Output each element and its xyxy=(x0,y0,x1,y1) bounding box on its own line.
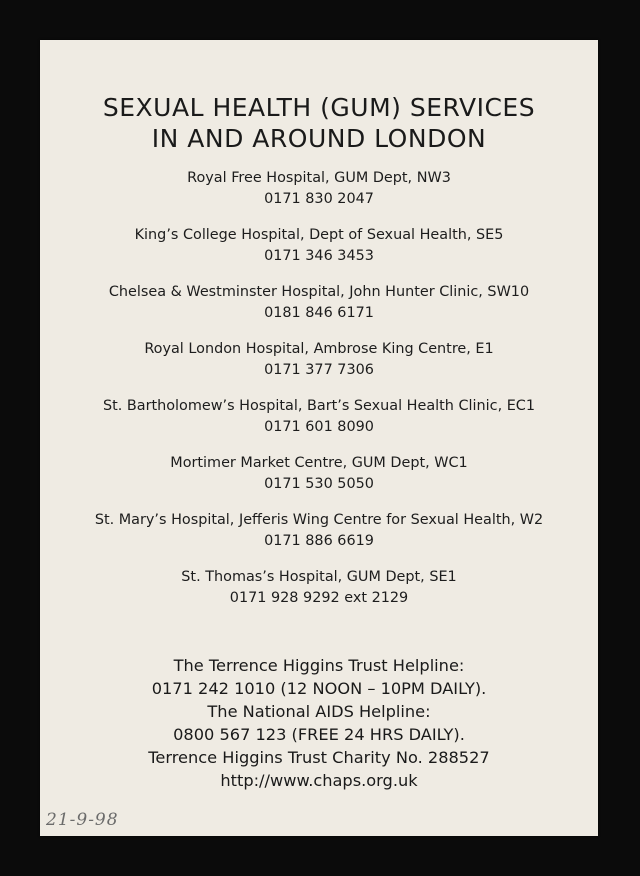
helpline-heading-tht: The Terrence Higgins Trust Helpline: xyxy=(173,656,465,675)
page-title xyxy=(40,92,598,154)
leaflet-card xyxy=(40,40,598,836)
service-phone: 0181 846 6171 xyxy=(264,305,374,321)
service-name: King’s College Hospital, Dept of Sexual Health, SE5 xyxy=(134,227,504,243)
service-name: St. Thomas’s Hospital, GUM Dept, SE1 xyxy=(181,569,457,585)
service-entry xyxy=(40,282,598,339)
helpline-number-tht: 0171 242 1010 (12 NOON – 10PM DAILY). xyxy=(151,679,487,698)
service-phone: 0171 830 2047 xyxy=(264,191,374,207)
service-entry xyxy=(40,510,598,567)
service-entry xyxy=(40,168,598,225)
service-entry xyxy=(40,225,598,282)
service-phone: 0171 377 7306 xyxy=(264,362,374,378)
handwritten-date: 21-9-98 xyxy=(46,810,119,830)
service-name: Royal Free Hospital, GUM Dept, NW3 xyxy=(187,170,451,186)
helplines-block xyxy=(40,654,598,792)
service-phone: 0171 886 6619 xyxy=(264,533,374,549)
service-entry xyxy=(40,396,598,453)
service-name: St. Bartholomew’s Hospital, Bart’s Sexual Health Clinic, EC1 xyxy=(102,398,536,414)
service-entry xyxy=(40,453,598,510)
website-url: http://www.chaps.org.uk xyxy=(220,771,418,790)
service-entry xyxy=(40,567,598,624)
title-line-2: IN AND AROUND LONDON xyxy=(151,124,487,153)
service-name: St. Mary’s Hospital, Jefferis Wing Centre for Sexual Health, W2 xyxy=(94,512,544,528)
service-phone: 0171 928 9292 ext 2129 xyxy=(229,590,409,606)
service-phone: 0171 601 8090 xyxy=(264,419,374,435)
service-name: Mortimer Market Centre, GUM Dept, WC1 xyxy=(170,455,468,471)
charity-number: Terrence Higgins Trust Charity No. 288527 xyxy=(148,748,490,767)
service-entry xyxy=(40,339,598,396)
helpline-number-aids: 0800 567 123 (FREE 24 HRS DAILY). xyxy=(173,725,465,744)
service-phone: 0171 346 3453 xyxy=(264,248,374,264)
services-list xyxy=(40,168,598,624)
service-phone: 0171 530 5050 xyxy=(264,476,374,492)
helpline-heading-aids: The National AIDS Helpline: xyxy=(207,702,431,721)
service-name: Royal London Hospital, Ambrose King Centre, E1 xyxy=(144,341,494,357)
title-line-1: SEXUAL HEALTH (GUM) SERVICES xyxy=(102,93,536,122)
service-name: Chelsea & Westminster Hospital, John Hunter Clinic, SW10 xyxy=(108,284,530,300)
